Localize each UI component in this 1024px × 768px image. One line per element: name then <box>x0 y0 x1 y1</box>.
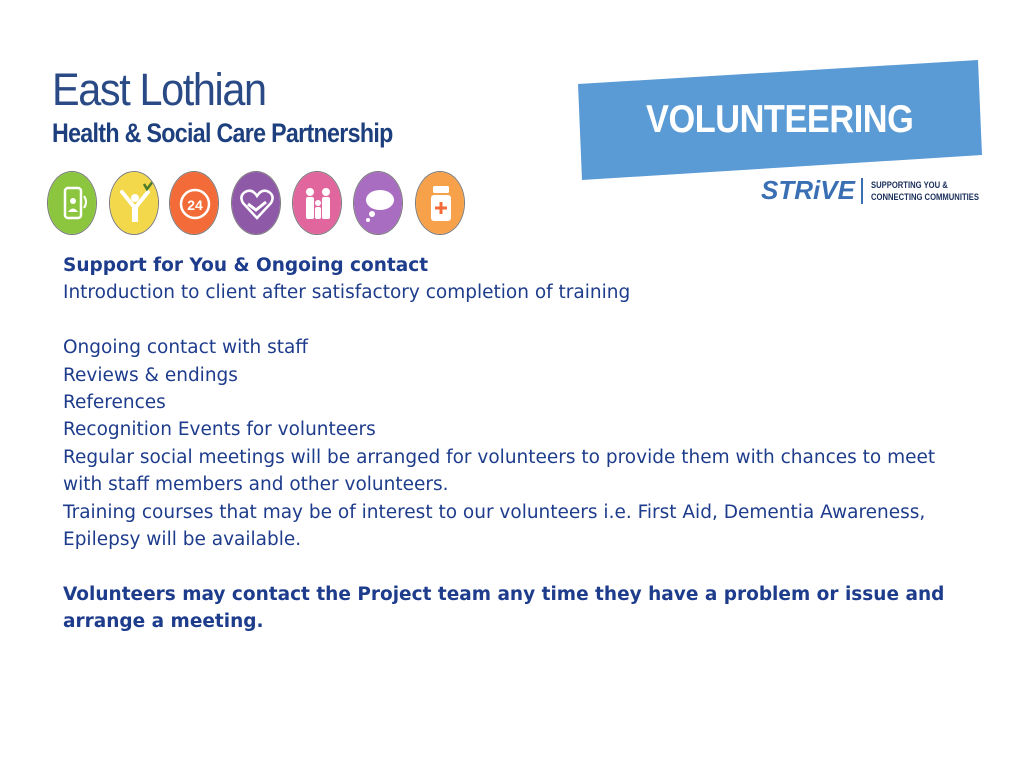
section-heading: Support for You & Ongoing contact <box>63 255 429 276</box>
strive-divider <box>861 178 863 204</box>
service-icons-row <box>47 171 467 237</box>
strive-tagline-line1: SUPPORTING YOU & <box>871 180 948 190</box>
banner-title: VOLUNTEERING <box>646 98 914 141</box>
support-item: Reviews & endings <box>63 364 238 386</box>
phone-icon <box>47 171 97 235</box>
strive-name: STRiVE <box>761 175 855 205</box>
strive-tagline <box>871 179 979 203</box>
svg-text:24: 24 <box>187 197 203 213</box>
organisation-logo <box>52 66 432 148</box>
org-name-line2: Health & Social Care Partnership <box>52 118 393 148</box>
support-item: References <box>63 392 166 414</box>
closing-note: Volunteers may contact the Project team any time they have a problem or issue and arrange a meeting. <box>63 583 945 633</box>
main-content <box>63 252 963 636</box>
family-icon <box>292 171 342 235</box>
strive-tagline-line2: CONNECTING COMMUNITIES <box>871 192 979 202</box>
heart-handshake-icon <box>231 171 281 235</box>
strive-logo <box>761 175 991 207</box>
thought-bubble-icon <box>353 171 403 235</box>
intro-text: Introduction to client after satisfactory completion of training <box>63 282 631 304</box>
support-item: Ongoing contact with staff <box>63 337 309 359</box>
org-name-line1: East Lothian <box>52 64 266 115</box>
support-item: Training courses that may be of interest to our volunteers i.e. First Aid, Dementia Awareness, Epilepsy will be available. <box>63 501 926 551</box>
support-item: Recognition Events for volunteers <box>63 419 376 441</box>
medicine-bottle-icon <box>415 171 465 235</box>
person-raised-arms-icon <box>109 171 159 235</box>
support-item: Regular social meetings will be arranged for volunteers to provide them with chances to meet with staff members and other volunteers. <box>63 446 936 496</box>
24-hour-icon <box>169 171 219 235</box>
